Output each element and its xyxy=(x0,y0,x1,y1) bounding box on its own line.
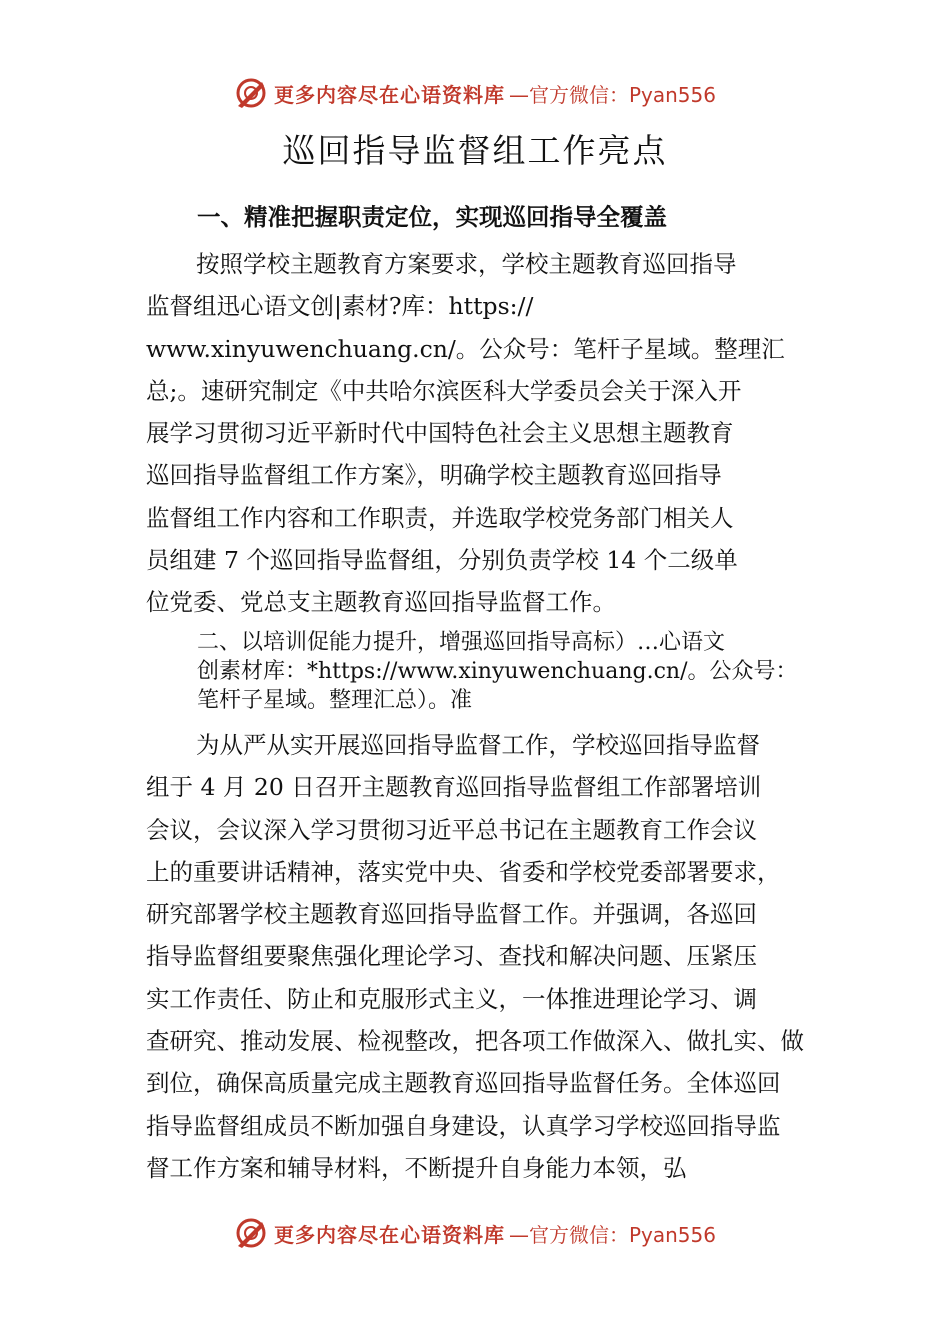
section3-paragraph xyxy=(146,724,906,1189)
text-line: 督工作方案和辅导材料，不断提升自身能力本领，弘 xyxy=(146,1153,687,1182)
text-line: 会议，会议深入学习贯彻习近平总书记在主题教育工作会议 xyxy=(146,815,757,844)
text-line: 到位，确保高质量完成主题教育巡回指导监督任务。全体巡回 xyxy=(146,1069,781,1098)
text-line: 查研究、推动发展、检视整改，把各项工作做深入、做扎实、做 xyxy=(146,1027,804,1056)
section1-paragraph xyxy=(146,243,906,624)
footer-watermark xyxy=(0,1211,950,1255)
text-line: 巡回指导监督组工作方案》，明确学校主题教育巡回指导 xyxy=(146,461,722,490)
watermark-text: 更多内容尽在心语资料库 xyxy=(273,82,505,107)
text-line: 按照学校主题教育方案要求，学校主题教育巡回指导 xyxy=(196,250,737,278)
watermark-wechat: —官方微信：Pyan556 xyxy=(508,1222,716,1247)
header-watermark xyxy=(0,71,950,115)
text-line: 实工作责任、防止和克服形式主义，一体推进理论学习、调 xyxy=(146,984,757,1013)
quill-logo-icon xyxy=(234,76,268,110)
text-line: 监督组迅心语文创|素材?库：https:// xyxy=(146,292,534,321)
text-line: 上的重要讲话精神，落实党中央、省委和学校党委部署要求， xyxy=(146,857,781,886)
text-line: 研究部署学校主题教育巡回指导监督工作。并强调，各巡回 xyxy=(146,900,757,929)
text-line: 指导监督组要聚焦强化理论学习、查找和解决问题、压紧压 xyxy=(146,942,757,971)
text-line: 展学习贯彻习近平新时代中国特色社会主义思想主题教育 xyxy=(146,419,734,448)
quill-logo-icon xyxy=(234,1216,268,1250)
text-line: www.xinyuwenchuang.cn/。公众号：笔杆子星域。整理汇 xyxy=(146,334,785,363)
text-line: 监督组工作内容和工作职责，并选取学校党务部门相关人 xyxy=(146,503,734,532)
watermark-text: 更多内容尽在心语资料库 xyxy=(273,1222,505,1247)
text-line: 总;。速研究制定《中共哈尔滨医科大学委员会关于深入开 xyxy=(146,376,742,405)
document-title: 巡回指导监督组工作亮点 xyxy=(282,131,668,170)
section2-heading xyxy=(197,628,897,715)
text-line: 为从严从实开展巡回指导监督工作，学校巡回指导监督 xyxy=(196,731,760,759)
text-line: 位党委、党总支主题教育巡回指导监督工作。 xyxy=(146,588,616,617)
text-line: 笔杆子星域。整理汇总）。准 xyxy=(197,688,473,713)
text-line: 二、以培训促能力提升，增强巡回指导高标）…心语文 xyxy=(197,630,726,655)
text-line: 指导监督组成员不断加强自身建设，认真学习学校巡回指导监 xyxy=(146,1111,781,1140)
section1-heading: 一、精准把握职责定位，实现巡回指导全覆盖 xyxy=(197,203,667,231)
text-line: 组于 4 月 20 日召开主题教育巡回指导监督组工作部署培训 xyxy=(146,773,762,802)
text-line: 员组建 7 个巡回指导监督组，分别负责学校 14 个二级单 xyxy=(146,546,738,575)
text-line: 创素材库：*https://www.xinyuwenchuang.cn/。公众号： xyxy=(197,659,798,684)
watermark-wechat: —官方微信：Pyan556 xyxy=(508,82,716,107)
